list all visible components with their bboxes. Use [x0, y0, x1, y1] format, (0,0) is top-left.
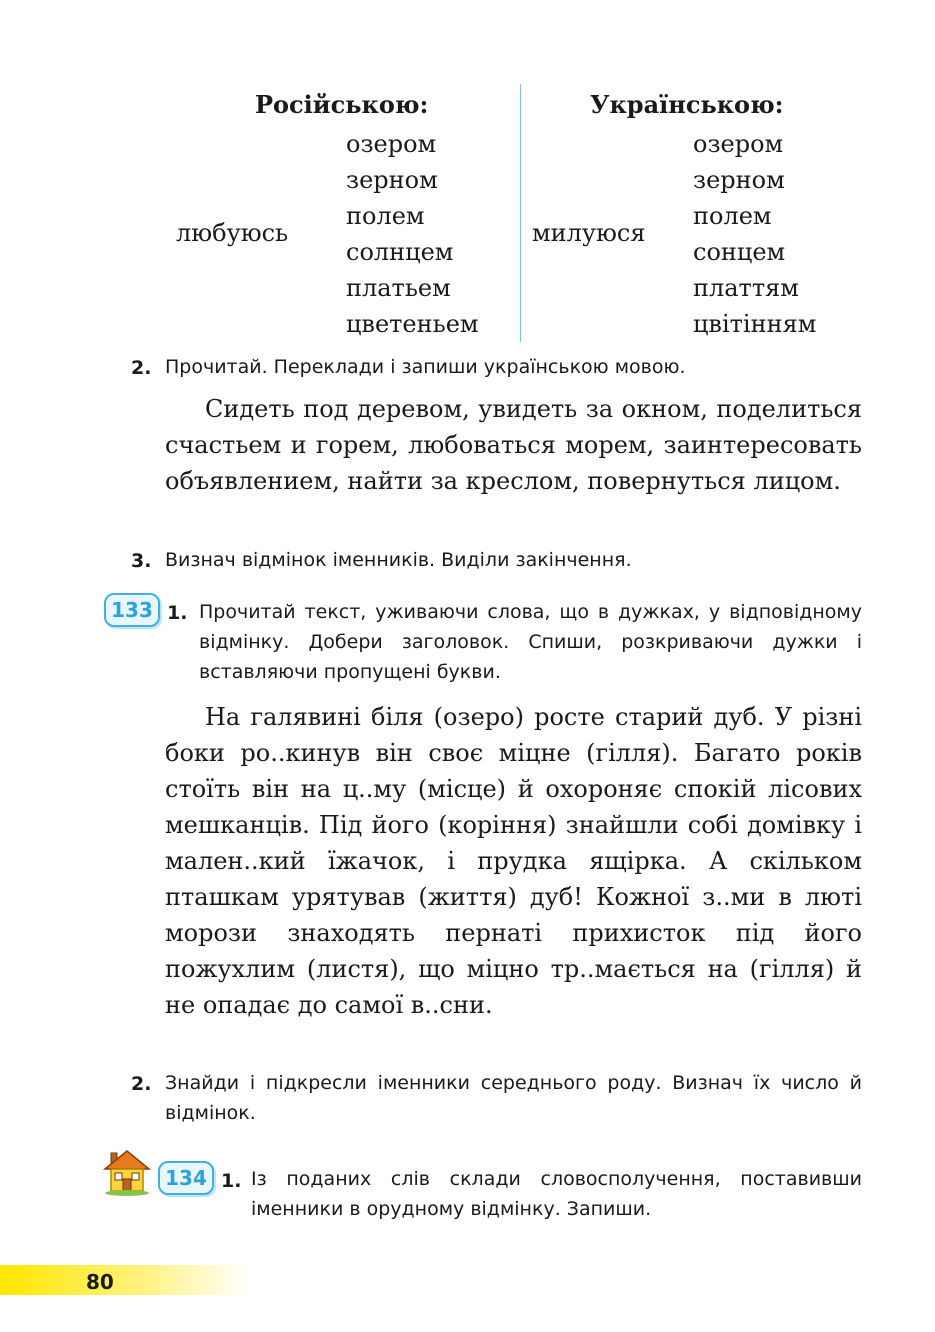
left-verb: любуюсь	[176, 219, 289, 247]
house-icon	[103, 1145, 151, 1197]
list-item: платьем	[346, 274, 451, 302]
right-verb: милуюся	[532, 219, 646, 247]
list-item: зерном	[693, 166, 785, 194]
left-word-list	[346, 126, 479, 342]
footer-accent-bar	[0, 1265, 250, 1295]
list-item: озером	[346, 130, 437, 158]
exercise-134-badge: 134	[158, 1161, 214, 1195]
list-item: цвітінням	[693, 310, 817, 338]
exercise-133-item-1-instruction: Прочитай текст, уживаючи слова, що в дужках, у відповідному відмінку. Добери заголовок. Спиши, розкриваючи дужки і вставляючи пропущені букви.	[199, 601, 862, 683]
right-column-heading: Українською:	[590, 90, 784, 119]
list-item: зерном	[346, 166, 438, 194]
list-item: полем	[693, 202, 772, 230]
task-2-number: 2.	[131, 357, 152, 379]
exercise-134-item-1-number: 1.	[221, 1170, 242, 1192]
list-item: цветеньем	[346, 310, 479, 338]
column-divider	[520, 84, 521, 342]
list-item: озером	[693, 130, 784, 158]
right-word-list	[693, 126, 816, 342]
exercise-133-item-2-instruction: Знайди і підкресли іменники середнього роду. Визнач їх число й відмінок.	[165, 1072, 862, 1124]
task-2-text: Сидеть под деревом, увидеть за окном, поделиться счастьем и горем, любоваться морем, заинтересовать объявлением, найти за креслом, повернуться лицом.	[165, 395, 862, 495]
task-3-number: 3.	[131, 550, 152, 572]
exercise-133-text: На галявині біля (озеро) росте старий дуб. У різні боки ро..кинув він своє міцне (гілля). Багато років стоїть він на ц..му (місце) й охороняє спокій лісових мешканців. Під його (коріння) знайшли собі домівку і мален..кий їжачок, і прудка ящірка. А скільком пташкам урятував (життя) дуб! Кожної з..ми в люті морози знаходять пернаті прихисток під його пожухлим (листя), що міцно тр..мається на (гілля) й не опадає до самої в..сни.	[165, 703, 862, 1019]
task-3-instruction: Визнач відмінок іменників. Виділи закінчення.	[165, 549, 632, 571]
exercise-134-item-1-instruction: Із поданих слів склади словосполучення, поставивши іменники в орудному відмінку. Запиши.	[251, 1168, 862, 1220]
exercise-133-badge: 133	[104, 593, 160, 627]
list-item: полем	[346, 202, 425, 230]
list-item: платтям	[693, 274, 799, 302]
list-item: сонцем	[693, 238, 786, 266]
exercise-133-item-1-number: 1.	[167, 602, 188, 624]
task-2-instruction: Прочитай. Переклади і запиши українською мовою.	[165, 356, 686, 378]
left-column-heading: Російською:	[255, 90, 429, 119]
exercise-133-item-2-number: 2.	[131, 1073, 152, 1095]
page-number: 80	[86, 1270, 114, 1294]
list-item: солнцем	[346, 238, 454, 266]
